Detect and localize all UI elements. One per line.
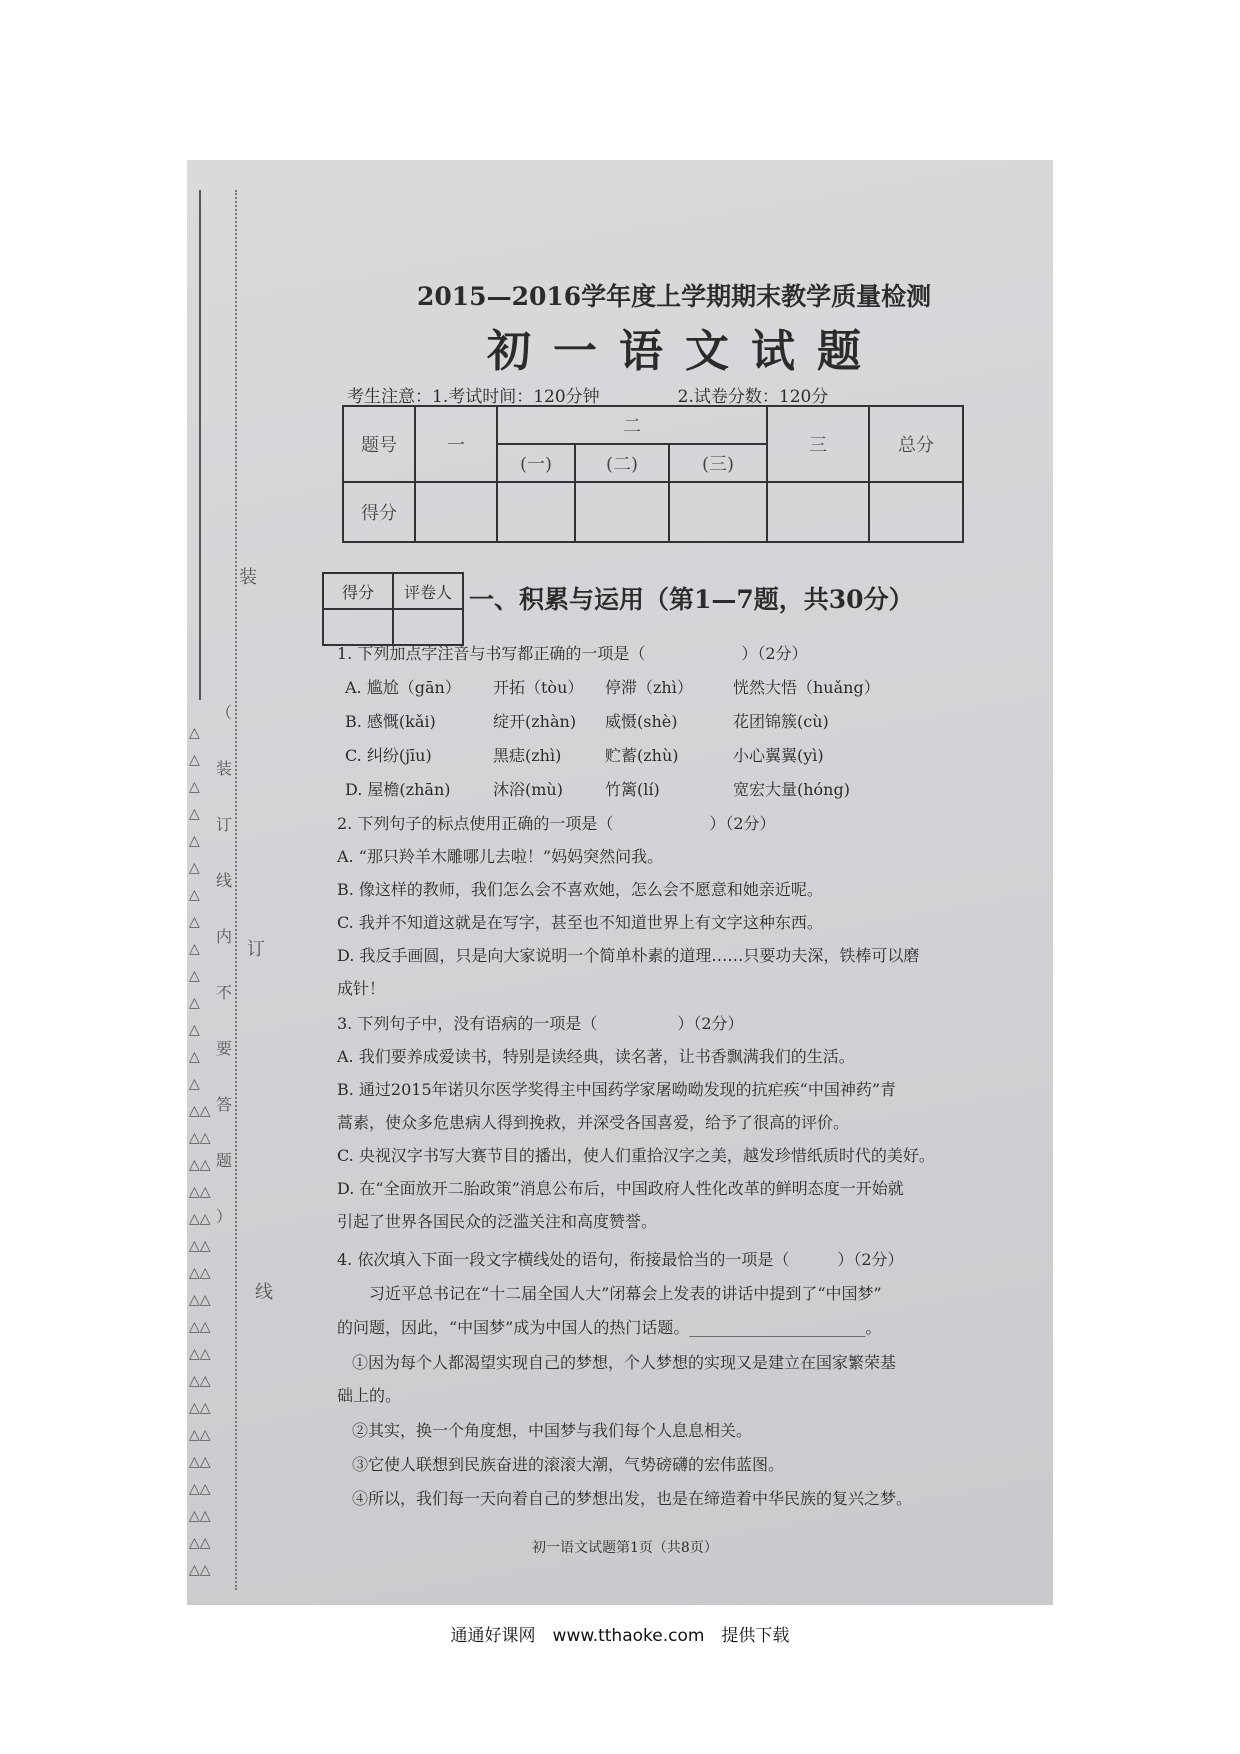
col-part-1: 一 — [415, 406, 497, 482]
score-cell[interactable] — [497, 482, 575, 542]
q4-item-4: ④所以，我们每一天向着自己的梦想出发，也是在缔造着中华民族的复兴之梦。 — [352, 1489, 913, 1508]
question-3: 3. 下列句子中，没有语病的一项是（ ）（2分） — [337, 1014, 744, 1033]
score-cell[interactable] — [669, 482, 767, 542]
row-label-score: 得分 — [343, 482, 415, 542]
exam-title: 初一语文试题 — [487, 326, 883, 377]
margin-box — [187, 190, 201, 700]
col-total: 总分 — [869, 406, 963, 482]
grader-name-cell[interactable] — [393, 609, 463, 645]
q4-passage-line-2: 的问题，因此，“中国梦”成为中国人的热门话题。______________________。 — [337, 1318, 882, 1337]
binding-label-zhuang: 装 — [239, 567, 257, 588]
q2-option-d-cont: 成针！ — [337, 979, 386, 998]
q1-option-d: D. 屋檐(zhān) 沐浴(mù) 竹篱(lí) 宽宏大量(hóng) — [345, 780, 850, 799]
q4-item-1: ①因为每个人都渴望实现自己的梦想，个人梦想的实现又是建立在国家繁荣基 — [352, 1353, 897, 1372]
row-label-question-no: 题号 — [343, 406, 415, 482]
q3-option-b-cont: 蒿素，使众多危患病人得到挽救，并深受各国喜爱，给予了很高的评价。 — [337, 1113, 850, 1132]
q3-option-d: D. 在“全面放开二胎政策”消息公布后，中国政府人性化改革的鲜明态度一开始就 — [337, 1179, 904, 1198]
site-footer-link[interactable]: 通通好课网 www.tthaoke.com 提供下载 — [450, 1626, 790, 1646]
q2-option-b: B. 像这样的教师，我们怎么会不喜欢她，怎么会不愿意和她亲近呢。 — [337, 880, 823, 899]
score-table — [342, 405, 964, 543]
exam-photo — [187, 160, 1053, 1605]
grader-score-label: 得分 — [323, 573, 393, 609]
grader-name-label: 评卷人 — [393, 573, 463, 609]
q1-option-b: B. 感慨(kǎi) 绽开(zhàn) 威慑(shè) 花团锦簇(cù) — [345, 712, 829, 731]
binding-notice: （ 装 订 线 内 不 要 答 题 ） — [215, 703, 232, 1226]
q3-option-c: C. 央视汉字书写大赛节目的播出，使人们重拾汉字之美，越发珍惜纸质时代的美好。 — [337, 1146, 935, 1165]
triangle-column: △ △ △ △ △ △ △ △ △ △ △ △ △ △ △△ △△ △△ △△ △△ △△ △△ △△ △△ △△ △△ △△ △△ △△ △△ △△ △△ △△ — [189, 725, 211, 1578]
col-part-3: 三 — [767, 406, 869, 482]
q2-option-a: A. “那只羚羊木雕哪儿去啦！”妈妈突然问我。 — [337, 847, 664, 866]
q2-option-c: C. 我并不知道这就是在写字，甚至也不知道世界上有文字这种东西。 — [337, 913, 823, 932]
q4-item-2: ②其实，换一个角度想，中国梦与我们每个人息息相关。 — [352, 1421, 753, 1440]
q3-option-a: A. 我们要养成爱读书，特别是读经典，读名著，让书香飘满我们的生活。 — [337, 1047, 855, 1066]
score-cell[interactable] — [575, 482, 669, 542]
question-1: 1. 下列加点字注音与书写都正确的一项是（ ）（2分） — [337, 644, 808, 663]
exam-notice: 考生注意：1.考试时间：120分钟 2.试卷分数：120分 — [347, 387, 829, 407]
col-part-2-sub-2: (二) — [575, 444, 669, 482]
q3-option-b: B. 通过2015年诺贝尔医学奖得主中国药学家屠呦呦发现的抗疟疾“中国神药”青 — [337, 1080, 897, 1099]
binding-label-ding: 订 — [247, 939, 265, 960]
score-cell[interactable] — [415, 482, 497, 542]
score-cell[interactable] — [767, 482, 869, 542]
grader-box — [322, 572, 464, 646]
col-part-2-sub-3: (三) — [669, 444, 767, 482]
q2-option-d: D. 我反手画圆，只是向大家说明一个简单朴素的道理……只要功夫深，铁棒可以磨 — [337, 946, 920, 965]
col-part-2-sub-1: (一) — [497, 444, 575, 482]
section-1-heading: 一、积累与运用（第1—7题，共30分） — [469, 585, 914, 614]
question-4: 4. 依次填入下面一段文字横线处的语句，衔接最恰当的一项是（ ）（2分） — [337, 1250, 904, 1269]
page-number: 初一语文试题第1页（共8页） — [532, 1540, 718, 1556]
q4-item-3: ③它使人联想到民族奋进的滚滚大潮，气势磅礴的宏伟蓝图。 — [352, 1455, 785, 1474]
exam-name: 2015—2016学年度上学期期末教学质量检测 — [417, 282, 932, 311]
score-cell[interactable] — [869, 482, 963, 542]
q1-option-a: A. 尴尬（gān） 开拓（tòu） 停滞（zhì） 恍然大悟（huǎng） — [345, 678, 880, 697]
q4-item-1-cont: 础上的。 — [337, 1386, 402, 1405]
question-2: 2. 下列句子的标点使用正确的一项是（ ）（2分） — [337, 814, 776, 833]
q3-option-d-cont: 引起了世界各国民众的泛滥关注和高度赞誉。 — [337, 1212, 658, 1231]
binding-label-xian: 线 — [255, 1282, 273, 1303]
q1-option-c: C. 纠纷(jīu) 黑痣(zhì) 贮蓄(zhù) 小心翼翼(yì) — [345, 746, 824, 765]
col-part-2: 二 — [497, 406, 767, 444]
grader-score-cell[interactable] — [323, 609, 393, 645]
q4-passage-line-1: 习近平总书记在“十二届全国人大”闭幕会上发表的讲话中提到了“中国梦” — [369, 1284, 882, 1303]
